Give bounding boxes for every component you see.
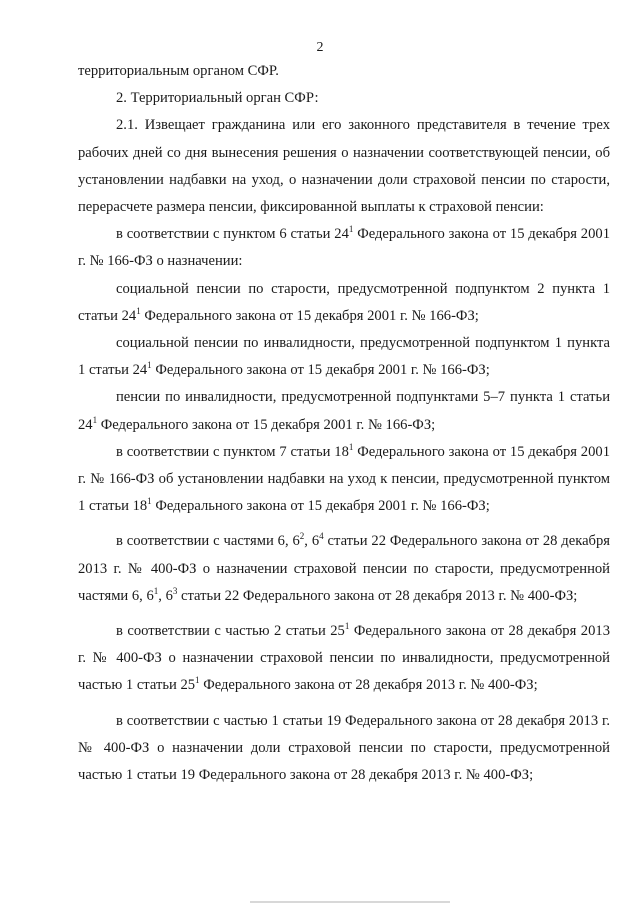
text-run: Федерального закона от 15 декабря 2001 г. № 166-ФЗ об установлении надбавки на уход к пенсии, предусмотренной пунктом 1 статьи 18	[78, 443, 610, 515]
text-run: Федерального закона от 15 декабря 2001 г. № 166-ФЗ;	[97, 416, 436, 433]
superscript: 2	[299, 531, 305, 542]
text-run: 2. Территориальный орган СФР:	[116, 90, 319, 107]
text-run: Федерального закона от 15 декабря 2001 г. № 166-ФЗ;	[140, 307, 479, 324]
superscript: 4	[319, 531, 324, 542]
superscript: 1	[195, 675, 200, 686]
paragraph-9	[78, 618, 610, 700]
superscript: 1	[348, 224, 354, 235]
text-run: , 6	[158, 587, 173, 604]
superscript: 1	[147, 360, 152, 371]
superscript: 1	[92, 414, 98, 425]
text-run: Федерального закона от 28 декабря 2013 г. № 400-ФЗ о назначении страховой пенсии по инвалидности, предусмотренной частью 1 статьи 25	[78, 623, 610, 694]
superscript: 3	[172, 585, 178, 596]
text-run: в соответствии с частью 2 статьи 25	[116, 623, 345, 640]
text-run: в соответствии с частями 6, 6	[116, 533, 300, 550]
text-run: Федерального закона от 15 декабря 2001 г. № 166-ФЗ;	[151, 362, 490, 379]
text-run: в соответствии с пунктом 6 статьи 24	[116, 226, 349, 243]
text-run: Федерального закона от 15 декабря 2001 г. № 166-ФЗ о назначении:	[78, 226, 610, 270]
paragraph-2	[78, 112, 610, 221]
text-run: статьи 22 Федерального закона от 28 декабря 2013 г. № 400-ФЗ;	[177, 587, 578, 604]
paragraph-8	[78, 528, 610, 610]
paragraph-7	[78, 439, 610, 521]
text-run: , 6	[304, 533, 320, 550]
text-run: социальной пенсии по старости, предусмотренной подпунктом 2 пункта 1 статьи 24	[78, 280, 610, 324]
paragraph-5	[78, 330, 610, 384]
paragraph-0	[78, 58, 610, 85]
text-run: Федерального закона от 28 декабря 2013 г. № 400-ФЗ;	[199, 677, 538, 694]
paragraph-4	[78, 276, 610, 330]
paragraph-3	[78, 221, 610, 275]
text-run: в соответствии с пунктом 7 статьи 18	[116, 443, 349, 460]
text-run: Федерального закона от 15 декабря 2001 г. № 166-ФЗ;	[151, 498, 490, 515]
superscript: 1	[153, 585, 159, 596]
superscript: 1	[136, 305, 141, 316]
text-run: статьи 22 Федерального закона от 28 декабря 2013 г. № 400-ФЗ о назначении страховой пенсии по старости, предусмотренной частями 6, 6	[78, 533, 610, 604]
text-run: 2.1. Извещает гражданина или его законного представителя в течение трех рабочих дней со дня вынесения решения о назначении соответствующей пенсии, об установлении надбавки на уход, о назначении доли страховой пенсии по старости, перерасчете размера пенсии, фиксированной выплаты к страховой пенсии:	[78, 117, 610, 216]
paragraph-6	[78, 384, 610, 438]
text-run: социальной пенсии по инвалидности, предусмотренной подпунктом 1 пункта 1 статьи 24	[78, 335, 610, 379]
page-number: 2	[316, 40, 324, 55]
paragraph-1	[78, 85, 610, 112]
superscript: 1	[147, 496, 152, 507]
text-run: территориальным органом СФР.	[78, 63, 279, 79]
document-body	[78, 58, 610, 789]
superscript: 1	[344, 621, 350, 632]
text-run: в соответствии с частью 1 статьи 19 Федерального закона от 28 декабря 2013 г. № 400-ФЗ о назначении доли страховой пенсии по старости, предусмотренной частью 1 статьи 19 Федерального закона от 28 декабря 2013 г. № 400-ФЗ;	[78, 712, 610, 784]
paragraph-10	[78, 708, 610, 790]
superscript: 1	[348, 441, 354, 452]
text-run: пенсии по инвалидности, предусмотренной подпунктами 5–7 пункта 1 статьи 24	[78, 389, 610, 433]
